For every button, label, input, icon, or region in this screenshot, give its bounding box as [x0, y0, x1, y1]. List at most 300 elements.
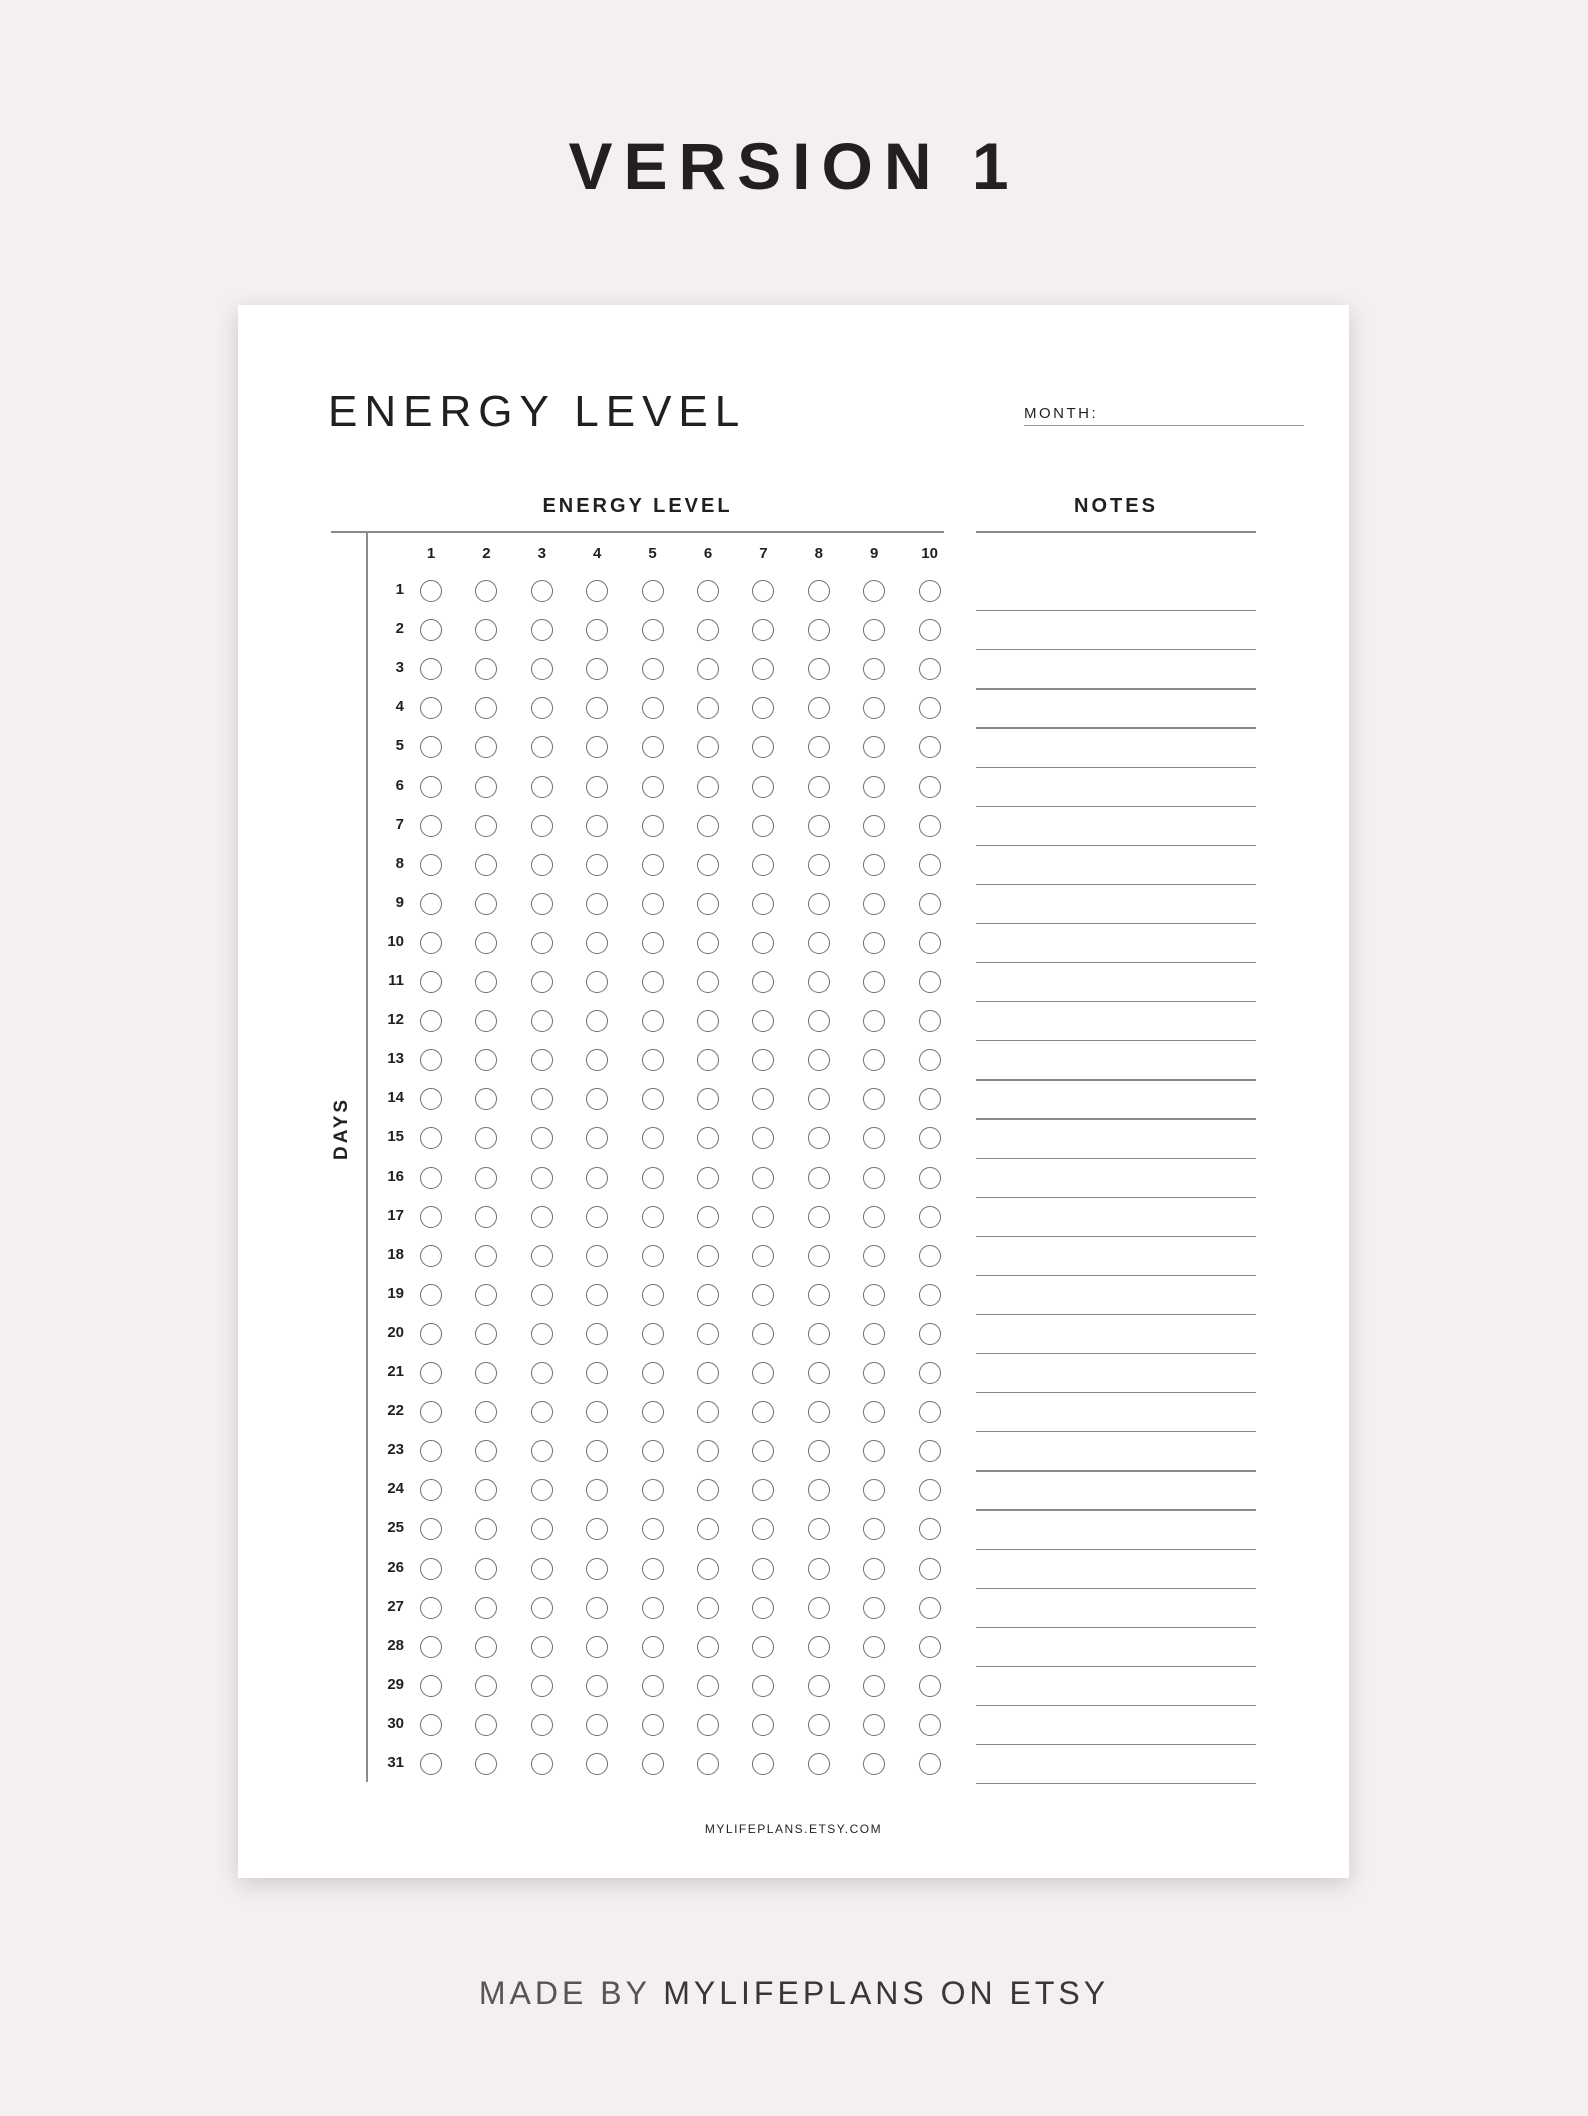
- energy-bubble[interactable]: [919, 1636, 941, 1658]
- energy-bubble[interactable]: [586, 1049, 608, 1071]
- energy-bubble[interactable]: [531, 1127, 553, 1149]
- energy-bubble[interactable]: [919, 854, 941, 876]
- energy-bubble[interactable]: [697, 1206, 719, 1228]
- energy-bubble[interactable]: [697, 971, 719, 993]
- energy-bubble[interactable]: [697, 1167, 719, 1189]
- energy-bubble[interactable]: [808, 1167, 830, 1189]
- energy-bubble[interactable]: [531, 893, 553, 915]
- energy-bubble[interactable]: [919, 1597, 941, 1619]
- energy-bubble[interactable]: [586, 1714, 608, 1736]
- energy-bubble[interactable]: [919, 1479, 941, 1501]
- energy-bubble[interactable]: [420, 1440, 442, 1462]
- note-line[interactable]: [976, 1353, 1256, 1354]
- energy-bubble[interactable]: [697, 1597, 719, 1619]
- energy-bubble[interactable]: [919, 1088, 941, 1110]
- energy-bubble[interactable]: [586, 1010, 608, 1032]
- energy-bubble[interactable]: [697, 580, 719, 602]
- energy-bubble[interactable]: [808, 1597, 830, 1619]
- energy-bubble[interactable]: [420, 1127, 442, 1149]
- energy-bubble[interactable]: [808, 1049, 830, 1071]
- energy-bubble[interactable]: [586, 932, 608, 954]
- energy-bubble[interactable]: [863, 1127, 885, 1149]
- energy-bubble[interactable]: [808, 697, 830, 719]
- energy-bubble[interactable]: [475, 1597, 497, 1619]
- energy-bubble[interactable]: [475, 1753, 497, 1775]
- energy-bubble[interactable]: [642, 1558, 664, 1580]
- note-line[interactable]: [976, 1588, 1256, 1589]
- energy-bubble[interactable]: [697, 1440, 719, 1462]
- energy-bubble[interactable]: [420, 854, 442, 876]
- energy-bubble[interactable]: [531, 1714, 553, 1736]
- energy-bubble[interactable]: [475, 1206, 497, 1228]
- energy-bubble[interactable]: [919, 1127, 941, 1149]
- energy-bubble[interactable]: [808, 815, 830, 837]
- energy-bubble[interactable]: [863, 932, 885, 954]
- energy-bubble[interactable]: [752, 1127, 774, 1149]
- energy-bubble[interactable]: [863, 1049, 885, 1071]
- energy-bubble[interactable]: [586, 893, 608, 915]
- energy-bubble[interactable]: [919, 893, 941, 915]
- energy-bubble[interactable]: [697, 776, 719, 798]
- note-line[interactable]: [976, 1705, 1256, 1706]
- note-line[interactable]: [976, 1744, 1256, 1745]
- energy-bubble[interactable]: [697, 893, 719, 915]
- energy-bubble[interactable]: [642, 1479, 664, 1501]
- energy-bubble[interactable]: [586, 854, 608, 876]
- energy-bubble[interactable]: [863, 1401, 885, 1423]
- energy-bubble[interactable]: [586, 1206, 608, 1228]
- energy-bubble[interactable]: [642, 1714, 664, 1736]
- energy-bubble[interactable]: [752, 1518, 774, 1540]
- energy-bubble[interactable]: [475, 1245, 497, 1267]
- energy-bubble[interactable]: [531, 1362, 553, 1384]
- note-line[interactable]: [976, 649, 1256, 650]
- energy-bubble[interactable]: [752, 1088, 774, 1110]
- energy-bubble[interactable]: [697, 658, 719, 680]
- energy-bubble[interactable]: [475, 1675, 497, 1697]
- energy-bubble[interactable]: [919, 1323, 941, 1345]
- energy-bubble[interactable]: [752, 1167, 774, 1189]
- energy-bubble[interactable]: [420, 580, 442, 602]
- energy-bubble[interactable]: [475, 1127, 497, 1149]
- energy-bubble[interactable]: [642, 776, 664, 798]
- energy-bubble[interactable]: [586, 658, 608, 680]
- note-line[interactable]: [976, 1314, 1256, 1315]
- energy-bubble[interactable]: [420, 1010, 442, 1032]
- energy-bubble[interactable]: [420, 658, 442, 680]
- energy-bubble[interactable]: [919, 815, 941, 837]
- energy-bubble[interactable]: [475, 1167, 497, 1189]
- energy-bubble[interactable]: [586, 1440, 608, 1462]
- energy-bubble[interactable]: [863, 776, 885, 798]
- note-line[interactable]: [976, 1470, 1256, 1471]
- energy-bubble[interactable]: [919, 658, 941, 680]
- energy-bubble[interactable]: [642, 1127, 664, 1149]
- energy-bubble[interactable]: [420, 1245, 442, 1267]
- energy-bubble[interactable]: [697, 1127, 719, 1149]
- energy-bubble[interactable]: [420, 1049, 442, 1071]
- energy-bubble[interactable]: [919, 1167, 941, 1189]
- energy-bubble[interactable]: [752, 1714, 774, 1736]
- energy-bubble[interactable]: [642, 1518, 664, 1540]
- energy-bubble[interactable]: [586, 1401, 608, 1423]
- energy-bubble[interactable]: [919, 1440, 941, 1462]
- energy-bubble[interactable]: [697, 697, 719, 719]
- energy-bubble[interactable]: [863, 1323, 885, 1345]
- note-line[interactable]: [976, 1118, 1256, 1119]
- energy-bubble[interactable]: [420, 1558, 442, 1580]
- energy-bubble[interactable]: [808, 1010, 830, 1032]
- energy-bubble[interactable]: [863, 1362, 885, 1384]
- energy-bubble[interactable]: [586, 1167, 608, 1189]
- energy-bubble[interactable]: [919, 1049, 941, 1071]
- energy-bubble[interactable]: [531, 932, 553, 954]
- energy-bubble[interactable]: [420, 1479, 442, 1501]
- energy-bubble[interactable]: [919, 736, 941, 758]
- energy-bubble[interactable]: [919, 971, 941, 993]
- energy-bubble[interactable]: [642, 736, 664, 758]
- energy-bubble[interactable]: [475, 893, 497, 915]
- energy-bubble[interactable]: [642, 1284, 664, 1306]
- energy-bubble[interactable]: [919, 1714, 941, 1736]
- energy-bubble[interactable]: [642, 1323, 664, 1345]
- energy-bubble[interactable]: [531, 1518, 553, 1540]
- energy-bubble[interactable]: [531, 1167, 553, 1189]
- energy-bubble[interactable]: [919, 1010, 941, 1032]
- energy-bubble[interactable]: [531, 1088, 553, 1110]
- energy-bubble[interactable]: [586, 619, 608, 641]
- energy-bubble[interactable]: [752, 1479, 774, 1501]
- energy-bubble[interactable]: [531, 1206, 553, 1228]
- energy-bubble[interactable]: [697, 1323, 719, 1345]
- energy-bubble[interactable]: [531, 697, 553, 719]
- energy-bubble[interactable]: [586, 776, 608, 798]
- energy-bubble[interactable]: [420, 815, 442, 837]
- energy-bubble[interactable]: [531, 776, 553, 798]
- energy-bubble[interactable]: [642, 1206, 664, 1228]
- energy-bubble[interactable]: [697, 1401, 719, 1423]
- energy-bubble[interactable]: [697, 1362, 719, 1384]
- energy-bubble[interactable]: [919, 1753, 941, 1775]
- energy-bubble[interactable]: [531, 1479, 553, 1501]
- note-line[interactable]: [976, 1431, 1256, 1432]
- energy-bubble[interactable]: [697, 1479, 719, 1501]
- energy-bubble[interactable]: [919, 1518, 941, 1540]
- note-line[interactable]: [976, 1236, 1256, 1237]
- energy-bubble[interactable]: [642, 971, 664, 993]
- energy-bubble[interactable]: [420, 893, 442, 915]
- energy-bubble[interactable]: [531, 815, 553, 837]
- energy-bubble[interactable]: [586, 1362, 608, 1384]
- energy-bubble[interactable]: [919, 1675, 941, 1697]
- note-line[interactable]: [976, 884, 1256, 885]
- note-line[interactable]: [976, 610, 1256, 611]
- energy-bubble[interactable]: [808, 1440, 830, 1462]
- energy-bubble[interactable]: [642, 854, 664, 876]
- energy-bubble[interactable]: [697, 1675, 719, 1697]
- energy-bubble[interactable]: [919, 932, 941, 954]
- energy-bubble[interactable]: [475, 815, 497, 837]
- energy-bubble[interactable]: [863, 736, 885, 758]
- energy-bubble[interactable]: [475, 1088, 497, 1110]
- note-line[interactable]: [976, 923, 1256, 924]
- energy-bubble[interactable]: [752, 658, 774, 680]
- energy-bubble[interactable]: [863, 854, 885, 876]
- energy-bubble[interactable]: [420, 1401, 442, 1423]
- energy-bubble[interactable]: [531, 854, 553, 876]
- energy-bubble[interactable]: [475, 580, 497, 602]
- energy-bubble[interactable]: [808, 658, 830, 680]
- energy-bubble[interactable]: [863, 580, 885, 602]
- energy-bubble[interactable]: [863, 1206, 885, 1228]
- energy-bubble[interactable]: [420, 1675, 442, 1697]
- energy-bubble[interactable]: [586, 1558, 608, 1580]
- energy-bubble[interactable]: [752, 1049, 774, 1071]
- energy-bubble[interactable]: [752, 736, 774, 758]
- energy-bubble[interactable]: [808, 1753, 830, 1775]
- energy-bubble[interactable]: [642, 1597, 664, 1619]
- energy-bubble[interactable]: [586, 1479, 608, 1501]
- energy-bubble[interactable]: [808, 1518, 830, 1540]
- energy-bubble[interactable]: [475, 854, 497, 876]
- energy-bubble[interactable]: [863, 1518, 885, 1540]
- energy-bubble[interactable]: [475, 658, 497, 680]
- energy-bubble[interactable]: [420, 697, 442, 719]
- energy-bubble[interactable]: [863, 1479, 885, 1501]
- energy-bubble[interactable]: [420, 932, 442, 954]
- energy-bubble[interactable]: [420, 1206, 442, 1228]
- energy-bubble[interactable]: [642, 580, 664, 602]
- energy-bubble[interactable]: [697, 1714, 719, 1736]
- energy-bubble[interactable]: [531, 580, 553, 602]
- energy-bubble[interactable]: [475, 1518, 497, 1540]
- energy-bubble[interactable]: [475, 971, 497, 993]
- energy-bubble[interactable]: [808, 1088, 830, 1110]
- energy-bubble[interactable]: [475, 1479, 497, 1501]
- energy-bubble[interactable]: [919, 1362, 941, 1384]
- energy-bubble[interactable]: [752, 1558, 774, 1580]
- energy-bubble[interactable]: [863, 1558, 885, 1580]
- energy-bubble[interactable]: [475, 1284, 497, 1306]
- energy-bubble[interactable]: [642, 1167, 664, 1189]
- energy-bubble[interactable]: [808, 1675, 830, 1697]
- energy-bubble[interactable]: [752, 1440, 774, 1462]
- energy-bubble[interactable]: [697, 1518, 719, 1540]
- energy-bubble[interactable]: [697, 1753, 719, 1775]
- energy-bubble[interactable]: [808, 1714, 830, 1736]
- energy-bubble[interactable]: [863, 619, 885, 641]
- energy-bubble[interactable]: [420, 1636, 442, 1658]
- energy-bubble[interactable]: [586, 1636, 608, 1658]
- energy-bubble[interactable]: [697, 932, 719, 954]
- energy-bubble[interactable]: [586, 1127, 608, 1149]
- energy-bubble[interactable]: [475, 736, 497, 758]
- energy-bubble[interactable]: [531, 658, 553, 680]
- energy-bubble[interactable]: [420, 619, 442, 641]
- energy-bubble[interactable]: [863, 1675, 885, 1697]
- energy-bubble[interactable]: [586, 971, 608, 993]
- energy-bubble[interactable]: [808, 932, 830, 954]
- note-line[interactable]: [976, 845, 1256, 846]
- energy-bubble[interactable]: [752, 893, 774, 915]
- energy-bubble[interactable]: [697, 619, 719, 641]
- energy-bubble[interactable]: [586, 1597, 608, 1619]
- energy-bubble[interactable]: [863, 658, 885, 680]
- energy-bubble[interactable]: [919, 776, 941, 798]
- energy-bubble[interactable]: [586, 1284, 608, 1306]
- energy-bubble[interactable]: [531, 1636, 553, 1658]
- energy-bubble[interactable]: [863, 1088, 885, 1110]
- note-line[interactable]: [976, 1040, 1256, 1041]
- energy-bubble[interactable]: [752, 854, 774, 876]
- energy-bubble[interactable]: [808, 1479, 830, 1501]
- energy-bubble[interactable]: [697, 1088, 719, 1110]
- energy-bubble[interactable]: [642, 1245, 664, 1267]
- energy-bubble[interactable]: [697, 1558, 719, 1580]
- note-line[interactable]: [976, 688, 1256, 689]
- energy-bubble[interactable]: [420, 1323, 442, 1345]
- energy-bubble[interactable]: [808, 1245, 830, 1267]
- energy-bubble[interactable]: [642, 1753, 664, 1775]
- note-line[interactable]: [976, 1666, 1256, 1667]
- energy-bubble[interactable]: [642, 1636, 664, 1658]
- energy-bubble[interactable]: [531, 1010, 553, 1032]
- energy-bubble[interactable]: [919, 1558, 941, 1580]
- energy-bubble[interactable]: [642, 1401, 664, 1423]
- energy-bubble[interactable]: [863, 1440, 885, 1462]
- energy-bubble[interactable]: [475, 697, 497, 719]
- energy-bubble[interactable]: [475, 776, 497, 798]
- energy-bubble[interactable]: [420, 971, 442, 993]
- energy-bubble[interactable]: [808, 776, 830, 798]
- energy-bubble[interactable]: [752, 1284, 774, 1306]
- note-line[interactable]: [976, 962, 1256, 963]
- energy-bubble[interactable]: [863, 1245, 885, 1267]
- energy-bubble[interactable]: [642, 1440, 664, 1462]
- energy-bubble[interactable]: [420, 1714, 442, 1736]
- energy-bubble[interactable]: [863, 893, 885, 915]
- energy-bubble[interactable]: [642, 1049, 664, 1071]
- energy-bubble[interactable]: [808, 1127, 830, 1149]
- energy-bubble[interactable]: [863, 815, 885, 837]
- note-line[interactable]: [976, 1627, 1256, 1628]
- note-line[interactable]: [976, 1392, 1256, 1393]
- energy-bubble[interactable]: [697, 854, 719, 876]
- energy-bubble[interactable]: [475, 1636, 497, 1658]
- energy-bubble[interactable]: [420, 776, 442, 798]
- energy-bubble[interactable]: [752, 1597, 774, 1619]
- energy-bubble[interactable]: [863, 1714, 885, 1736]
- energy-bubble[interactable]: [919, 1245, 941, 1267]
- energy-bubble[interactable]: [420, 1753, 442, 1775]
- energy-bubble[interactable]: [808, 619, 830, 641]
- note-line[interactable]: [976, 1079, 1256, 1080]
- energy-bubble[interactable]: [752, 580, 774, 602]
- energy-bubble[interactable]: [420, 1284, 442, 1306]
- energy-bubble[interactable]: [808, 1362, 830, 1384]
- energy-bubble[interactable]: [475, 932, 497, 954]
- energy-bubble[interactable]: [475, 1049, 497, 1071]
- energy-bubble[interactable]: [475, 1010, 497, 1032]
- energy-bubble[interactable]: [697, 1049, 719, 1071]
- energy-bubble[interactable]: [531, 971, 553, 993]
- energy-bubble[interactable]: [475, 1362, 497, 1384]
- energy-bubble[interactable]: [475, 1714, 497, 1736]
- energy-bubble[interactable]: [752, 619, 774, 641]
- energy-bubble[interactable]: [475, 619, 497, 641]
- energy-bubble[interactable]: [531, 736, 553, 758]
- energy-bubble[interactable]: [863, 1010, 885, 1032]
- energy-bubble[interactable]: [752, 776, 774, 798]
- energy-bubble[interactable]: [642, 1010, 664, 1032]
- energy-bubble[interactable]: [642, 1088, 664, 1110]
- energy-bubble[interactable]: [531, 1245, 553, 1267]
- energy-bubble[interactable]: [919, 697, 941, 719]
- energy-bubble[interactable]: [808, 1401, 830, 1423]
- energy-bubble[interactable]: [808, 1284, 830, 1306]
- energy-bubble[interactable]: [642, 658, 664, 680]
- energy-bubble[interactable]: [808, 1323, 830, 1345]
- energy-bubble[interactable]: [863, 1753, 885, 1775]
- energy-bubble[interactable]: [808, 971, 830, 993]
- energy-bubble[interactable]: [531, 1675, 553, 1697]
- energy-bubble[interactable]: [808, 1636, 830, 1658]
- energy-bubble[interactable]: [863, 1284, 885, 1306]
- energy-bubble[interactable]: [420, 1597, 442, 1619]
- energy-bubble[interactable]: [586, 815, 608, 837]
- energy-bubble[interactable]: [642, 932, 664, 954]
- energy-bubble[interactable]: [420, 1088, 442, 1110]
- energy-bubble[interactable]: [752, 1245, 774, 1267]
- energy-bubble[interactable]: [752, 1010, 774, 1032]
- energy-bubble[interactable]: [420, 736, 442, 758]
- energy-bubble[interactable]: [586, 1518, 608, 1540]
- energy-bubble[interactable]: [752, 932, 774, 954]
- energy-bubble[interactable]: [752, 1323, 774, 1345]
- note-line[interactable]: [976, 1509, 1256, 1510]
- energy-bubble[interactable]: [863, 697, 885, 719]
- energy-bubble[interactable]: [919, 1401, 941, 1423]
- energy-bubble[interactable]: [531, 1753, 553, 1775]
- energy-bubble[interactable]: [863, 971, 885, 993]
- energy-bubble[interactable]: [642, 893, 664, 915]
- energy-bubble[interactable]: [642, 1675, 664, 1697]
- energy-bubble[interactable]: [475, 1401, 497, 1423]
- energy-bubble[interactable]: [531, 1323, 553, 1345]
- energy-bubble[interactable]: [752, 1753, 774, 1775]
- energy-bubble[interactable]: [752, 1206, 774, 1228]
- energy-bubble[interactable]: [697, 1245, 719, 1267]
- energy-bubble[interactable]: [808, 893, 830, 915]
- energy-bubble[interactable]: [752, 697, 774, 719]
- energy-bubble[interactable]: [475, 1323, 497, 1345]
- energy-bubble[interactable]: [642, 1362, 664, 1384]
- note-line[interactable]: [976, 1275, 1256, 1276]
- energy-bubble[interactable]: [697, 1284, 719, 1306]
- note-line[interactable]: [976, 1197, 1256, 1198]
- energy-bubble[interactable]: [586, 736, 608, 758]
- energy-bubble[interactable]: [642, 619, 664, 641]
- note-line[interactable]: [976, 1783, 1256, 1784]
- energy-bubble[interactable]: [420, 1518, 442, 1540]
- note-line[interactable]: [976, 1549, 1256, 1550]
- energy-bubble[interactable]: [586, 1088, 608, 1110]
- energy-bubble[interactable]: [863, 1167, 885, 1189]
- energy-bubble[interactable]: [531, 1440, 553, 1462]
- energy-bubble[interactable]: [697, 736, 719, 758]
- energy-bubble[interactable]: [475, 1558, 497, 1580]
- energy-bubble[interactable]: [919, 1284, 941, 1306]
